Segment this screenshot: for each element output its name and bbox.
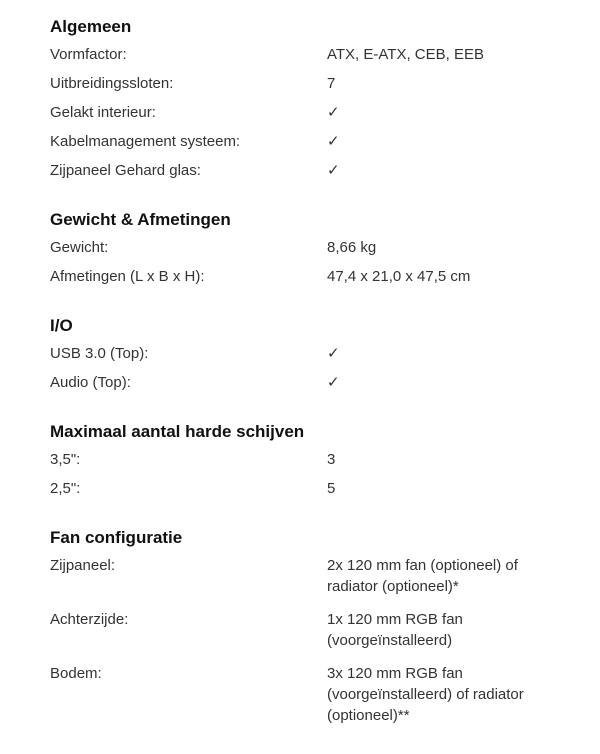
spec-row-afmetingen [50, 262, 600, 291]
spec-label: Audio (Top): [50, 374, 131, 391]
section-title: Fan configuratie [50, 528, 183, 547]
section-io [50, 313, 600, 397]
spec-value: 7 [327, 75, 336, 92]
spec-row-35-inch [50, 445, 600, 474]
checkmark-icon: ✓ [327, 345, 340, 362]
spec-value: 3x 120 mm RGB fan (voorgeïnstalleerd) of radiator (optioneel)** [327, 665, 524, 724]
spec-label: Bodem: [50, 665, 102, 682]
spec-label: Uitbreidingssloten: [50, 75, 174, 92]
section-harde-schijven [50, 419, 600, 503]
spec-label: Gewicht: [50, 239, 109, 256]
section-title: Gewicht & Afmetingen [50, 210, 231, 229]
section-fan-configuratie [50, 525, 600, 726]
spec-label: Zijpaneel: [50, 557, 116, 574]
spec-row-vormfactor [50, 40, 600, 69]
spec-row-zijpaneel-glas [50, 156, 600, 185]
spec-value: 1x 120 mm RGB fan (voorgeïnstalleerd) [327, 611, 463, 649]
spec-value: 5 [327, 480, 336, 497]
spec-label: Kabelmanagement systeem: [50, 133, 241, 150]
checkmark-icon: ✓ [327, 162, 340, 179]
spec-row-achterzijde [50, 605, 600, 651]
spec-row-uitbreidingssloten [50, 69, 600, 98]
spec-value: ATX, E-ATX, CEB, EEB [327, 46, 484, 63]
spec-row-zijpaneel [50, 551, 600, 597]
spec-label: Achterzijde: [50, 611, 129, 628]
spec-label: 3,5": [50, 451, 81, 468]
spec-row-usb [50, 339, 600, 368]
spec-label: Zijpaneel Gehard glas: [50, 162, 201, 179]
spec-label: Afmetingen (L x B x H): [50, 268, 205, 285]
spec-value: 3 [327, 451, 336, 468]
spec-value: 47,4 x 21,0 x 47,5 cm [327, 268, 471, 285]
spec-value: 8,66 kg [327, 239, 377, 256]
checkmark-icon: ✓ [327, 374, 340, 391]
section-title: Algemeen [50, 17, 132, 36]
spec-row-gelakt-interieur [50, 98, 600, 127]
spec-label: 2,5": [50, 480, 81, 497]
spec-row-gewicht [50, 233, 600, 262]
checkmark-icon: ✓ [327, 133, 340, 150]
spec-row-kabelmanagement [50, 127, 600, 156]
section-gewicht-afmetingen [50, 207, 600, 291]
checkmark-icon: ✓ [327, 104, 340, 121]
section-title: Maximaal aantal harde schijven [50, 422, 305, 441]
spec-label: Gelakt interieur: [50, 104, 156, 121]
spec-value: 2x 120 mm fan (optioneel) of radiator (optioneel)* [327, 557, 518, 595]
spec-row-bodem [50, 659, 600, 726]
spec-label: USB 3.0 (Top): [50, 345, 149, 362]
spec-row-25-inch [50, 474, 600, 503]
section-algemeen [50, 14, 600, 185]
spec-row-audio [50, 368, 600, 397]
section-title: I/O [50, 316, 73, 335]
spec-label: Vormfactor: [50, 46, 127, 63]
